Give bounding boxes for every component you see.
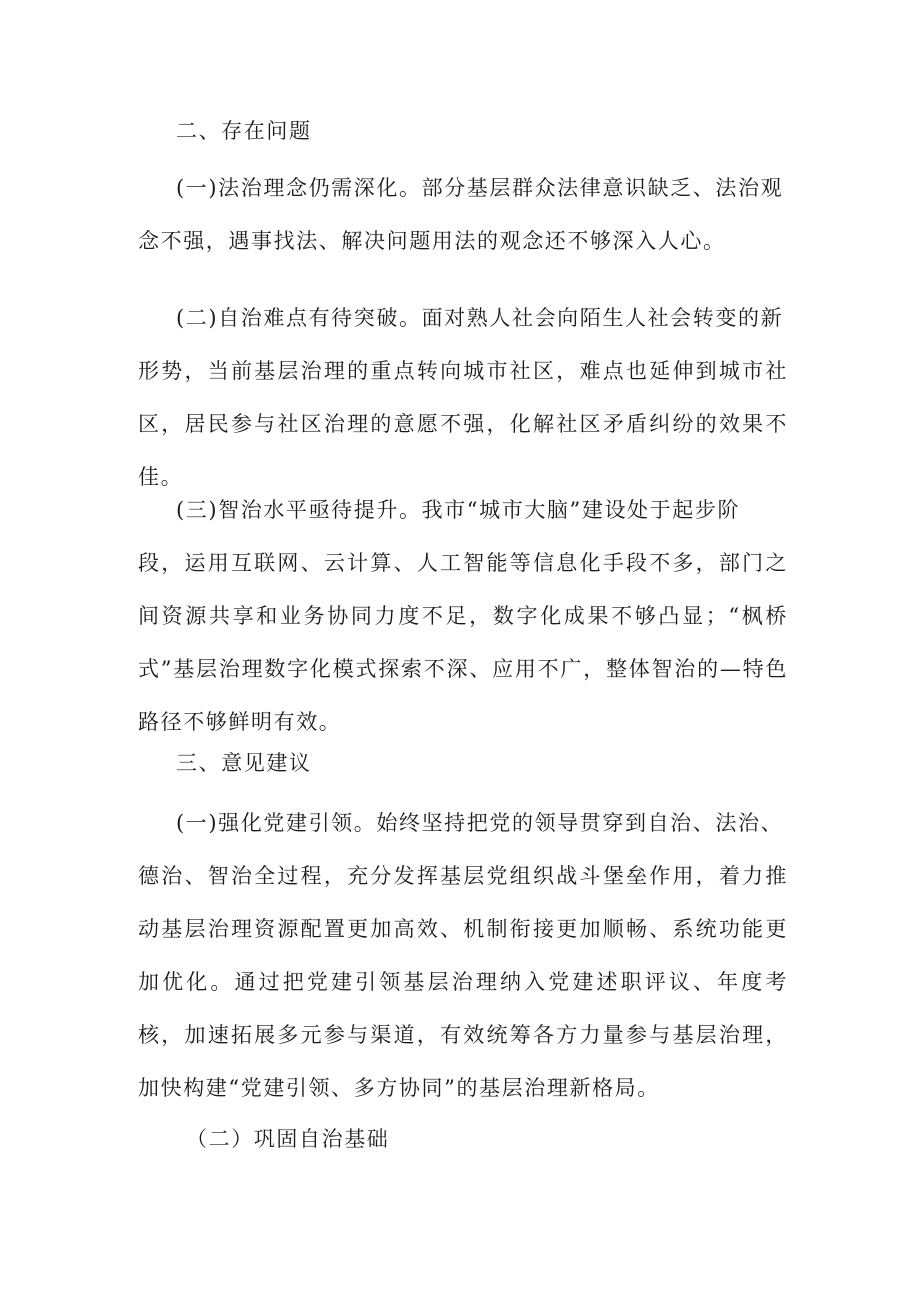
section-heading-suggestions: 三、意见建议	[176, 751, 312, 775]
paragraph-body: 念不强，遇事找法、解决问题用法的观念还不够深入人心。	[138, 229, 726, 253]
paragraph-body: 德治、智治全过程，充分发挥基层党组织战斗堡垒作用，着力推动基层治理资源配置更加高效、机制衔接更加顺畅、系统功能更加优化。通过把党建引领基层治理纳入党建述职评议、年度考核，加速拓展多元参与渠道，有效统筹各方力量参与基层治理，加快构建“党建引领、多方协同”的基层治理新格局。	[138, 864, 788, 1100]
paragraph-body: 段，运用互联网、云计算、人工智能等信息化手段不多，部门之间资源共享和业务协同力度不足，数字化成果不够凸显；“枫桥式”基层治理数字化模式探索不深、应用不广，整体智治的—特色路径不够鲜明有效。	[138, 551, 788, 734]
paragraph-lead-line: (一)法治理念仍需深化。部分基层群众法律意识缺乏、法治观	[176, 176, 784, 200]
paragraph-body: 形势，当前基层治理的重点转向城市社区，难点也延伸到城市社区，居民参与社区治理的意愿不强，化解社区矛盾纠纷的效果不佳。	[138, 359, 788, 489]
paragraph-lead-line: (三)智治水平亟待提升。我市“城市大脑”建设处于起步阶	[176, 498, 741, 522]
section-heading-problems: 二、存在问题	[176, 119, 312, 143]
paragraph-lead-line: (二)自治难点有待突破。面对熟人社会向陌生人社会转变的新	[176, 306, 784, 330]
paragraph-lead-line: (一)强化党建引领。始终坚持把党的领导贯穿到自治、法治、	[176, 811, 784, 835]
subheading-self-governance-foundation: （二）巩固自治基础	[186, 1127, 390, 1151]
